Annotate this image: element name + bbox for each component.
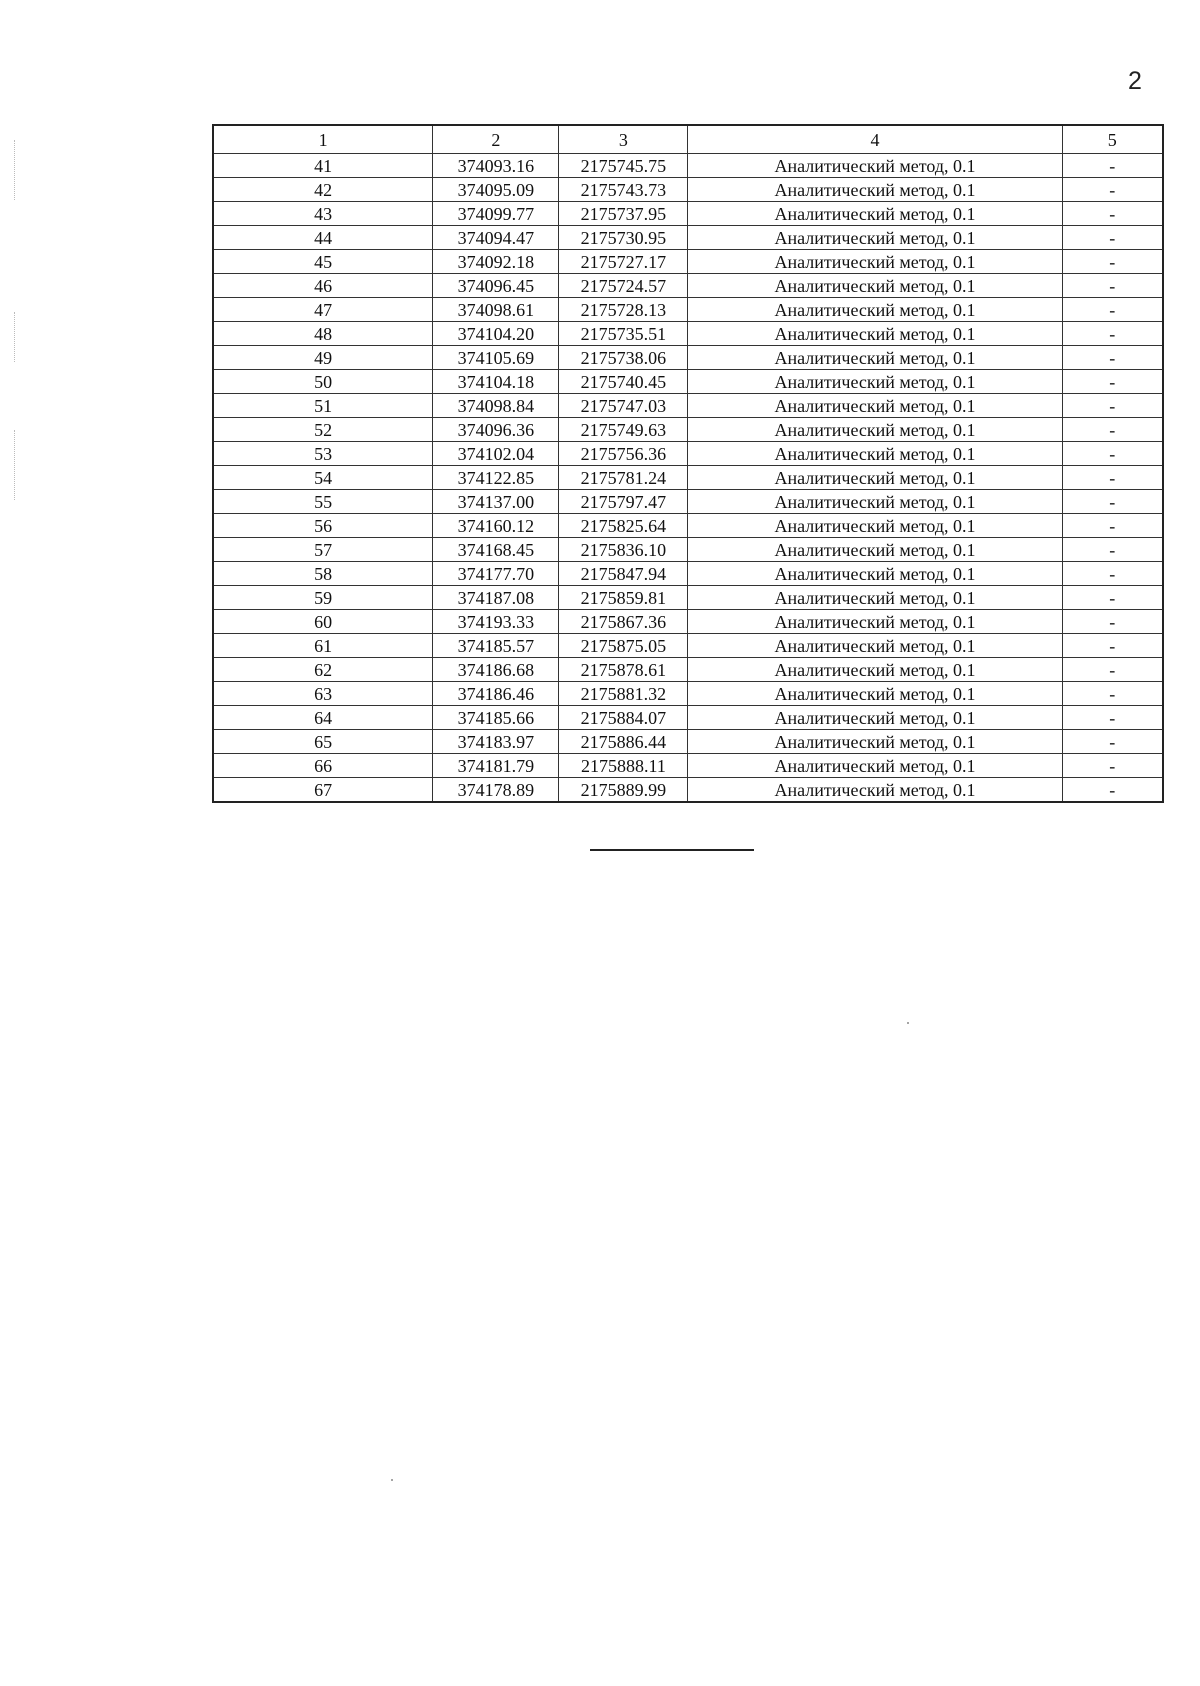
table-row <box>213 514 1163 538</box>
table-row <box>213 202 1163 226</box>
cell-method: Аналитический метод, 0.1 <box>688 562 1062 586</box>
cell-y: 2175730.95 <box>559 226 688 250</box>
cell-x: 374104.20 <box>433 322 559 346</box>
cell-x: 374096.45 <box>433 274 559 298</box>
cell-y: 2175727.17 <box>559 250 688 274</box>
cell-y: 2175886.44 <box>559 730 688 754</box>
cell-y: 2175797.47 <box>559 490 688 514</box>
cell-method: Аналитический метод, 0.1 <box>688 274 1062 298</box>
cell-method: Аналитический метод, 0.1 <box>688 778 1062 803</box>
cell-method: Аналитический метод, 0.1 <box>688 154 1062 178</box>
cell-point-number: 67 <box>213 778 433 803</box>
table-row <box>213 586 1163 610</box>
end-rule-divider <box>590 849 754 851</box>
cell-method: Аналитический метод, 0.1 <box>688 706 1062 730</box>
cell-method: Аналитический метод, 0.1 <box>688 418 1062 442</box>
cell-point-number: 61 <box>213 634 433 658</box>
cell-description: - <box>1062 418 1163 442</box>
cell-method: Аналитический метод, 0.1 <box>688 394 1062 418</box>
cell-method: Аналитический метод, 0.1 <box>688 442 1062 466</box>
cell-point-number: 41 <box>213 154 433 178</box>
cell-point-number: 48 <box>213 322 433 346</box>
table-row <box>213 682 1163 706</box>
cell-description: - <box>1062 754 1163 778</box>
cell-method: Аналитический метод, 0.1 <box>688 634 1062 658</box>
cell-description: - <box>1062 322 1163 346</box>
cell-point-number: 63 <box>213 682 433 706</box>
cell-x: 374181.79 <box>433 754 559 778</box>
cell-point-number: 45 <box>213 250 433 274</box>
cell-point-number: 52 <box>213 418 433 442</box>
table-row <box>213 226 1163 250</box>
cell-point-number: 62 <box>213 658 433 682</box>
table-row <box>213 322 1163 346</box>
cell-description: - <box>1062 442 1163 466</box>
scan-speck <box>907 1022 909 1024</box>
cell-description: - <box>1062 490 1163 514</box>
table-row <box>213 154 1163 178</box>
cell-point-number: 43 <box>213 202 433 226</box>
cell-description: - <box>1062 562 1163 586</box>
cell-method: Аналитический метод, 0.1 <box>688 202 1062 226</box>
cell-y: 2175875.05 <box>559 634 688 658</box>
cell-y: 2175881.32 <box>559 682 688 706</box>
cell-method: Аналитический метод, 0.1 <box>688 178 1062 202</box>
cell-description: - <box>1062 634 1163 658</box>
margin-dots-middle <box>14 312 16 362</box>
table-row <box>213 538 1163 562</box>
cell-x: 374186.46 <box>433 682 559 706</box>
table-row <box>213 706 1163 730</box>
table-row <box>213 298 1163 322</box>
cell-method: Аналитический метод, 0.1 <box>688 658 1062 682</box>
cell-point-number: 57 <box>213 538 433 562</box>
cell-x: 374137.00 <box>433 490 559 514</box>
cell-y: 2175740.45 <box>559 370 688 394</box>
cell-y: 2175756.36 <box>559 442 688 466</box>
cell-point-number: 60 <box>213 610 433 634</box>
table-row <box>213 634 1163 658</box>
cell-x: 374105.69 <box>433 346 559 370</box>
cell-point-number: 66 <box>213 754 433 778</box>
table-row <box>213 370 1163 394</box>
cell-y: 2175859.81 <box>559 586 688 610</box>
cell-y: 2175889.99 <box>559 778 688 803</box>
cell-x: 374160.12 <box>433 514 559 538</box>
cell-point-number: 50 <box>213 370 433 394</box>
cell-x: 374177.70 <box>433 562 559 586</box>
header-cell-x: 2 <box>433 125 559 154</box>
cell-point-number: 44 <box>213 226 433 250</box>
cell-method: Аналитический метод, 0.1 <box>688 346 1062 370</box>
cell-point-number: 53 <box>213 442 433 466</box>
cell-x: 374096.36 <box>433 418 559 442</box>
table-row <box>213 610 1163 634</box>
cell-description: - <box>1062 202 1163 226</box>
cell-y: 2175735.51 <box>559 322 688 346</box>
cell-x: 374178.89 <box>433 778 559 803</box>
cell-method: Аналитический метод, 0.1 <box>688 370 1062 394</box>
cell-description: - <box>1062 394 1163 418</box>
table-row <box>213 562 1163 586</box>
cell-y: 2175825.64 <box>559 514 688 538</box>
header-cell-method: 4 <box>688 125 1062 154</box>
cell-point-number: 47 <box>213 298 433 322</box>
cell-y: 2175747.03 <box>559 394 688 418</box>
cell-method: Аналитический метод, 0.1 <box>688 682 1062 706</box>
cell-y: 2175836.10 <box>559 538 688 562</box>
cell-y: 2175745.75 <box>559 154 688 178</box>
table-header-row <box>213 125 1163 154</box>
table-row <box>213 466 1163 490</box>
cell-y: 2175743.73 <box>559 178 688 202</box>
coordinates-table <box>212 124 1164 803</box>
table-row <box>213 778 1163 803</box>
cell-point-number: 55 <box>213 490 433 514</box>
cell-method: Аналитический метод, 0.1 <box>688 298 1062 322</box>
cell-point-number: 46 <box>213 274 433 298</box>
cell-description: - <box>1062 778 1163 803</box>
cell-description: - <box>1062 682 1163 706</box>
scan-speck <box>391 1479 393 1481</box>
cell-description: - <box>1062 466 1163 490</box>
cell-x: 374187.08 <box>433 586 559 610</box>
cell-y: 2175847.94 <box>559 562 688 586</box>
cell-description: - <box>1062 298 1163 322</box>
cell-description: - <box>1062 538 1163 562</box>
cell-x: 374099.77 <box>433 202 559 226</box>
cell-x: 374193.33 <box>433 610 559 634</box>
cell-x: 374098.84 <box>433 394 559 418</box>
table-row <box>213 346 1163 370</box>
cell-description: - <box>1062 154 1163 178</box>
cell-y: 2175884.07 <box>559 706 688 730</box>
cell-method: Аналитический метод, 0.1 <box>688 754 1062 778</box>
cell-x: 374168.45 <box>433 538 559 562</box>
table-body <box>213 154 1163 803</box>
cell-point-number: 58 <box>213 562 433 586</box>
cell-point-number: 51 <box>213 394 433 418</box>
cell-x: 374098.61 <box>433 298 559 322</box>
cell-point-number: 42 <box>213 178 433 202</box>
cell-description: - <box>1062 226 1163 250</box>
cell-description: - <box>1062 610 1163 634</box>
table-row <box>213 442 1163 466</box>
cell-point-number: 56 <box>213 514 433 538</box>
cell-description: - <box>1062 586 1163 610</box>
cell-description: - <box>1062 250 1163 274</box>
cell-description: - <box>1062 730 1163 754</box>
cell-x: 374104.18 <box>433 370 559 394</box>
cell-method: Аналитический метод, 0.1 <box>688 730 1062 754</box>
margin-dots-lower <box>14 430 16 500</box>
cell-point-number: 54 <box>213 466 433 490</box>
cell-method: Аналитический метод, 0.1 <box>688 250 1062 274</box>
table-row <box>213 658 1163 682</box>
table-row <box>213 418 1163 442</box>
header-cell-y: 3 <box>559 125 688 154</box>
cell-x: 374185.57 <box>433 634 559 658</box>
cell-x: 374183.97 <box>433 730 559 754</box>
header-cell-description: 5 <box>1062 125 1163 154</box>
cell-point-number: 64 <box>213 706 433 730</box>
cell-method: Аналитический метод, 0.1 <box>688 322 1062 346</box>
table-row <box>213 250 1163 274</box>
table-row <box>213 754 1163 778</box>
cell-x: 374186.68 <box>433 658 559 682</box>
cell-y: 2175878.61 <box>559 658 688 682</box>
cell-description: - <box>1062 178 1163 202</box>
cell-description: - <box>1062 706 1163 730</box>
cell-point-number: 49 <box>213 346 433 370</box>
cell-y: 2175738.06 <box>559 346 688 370</box>
cell-description: - <box>1062 658 1163 682</box>
cell-y: 2175724.57 <box>559 274 688 298</box>
cell-method: Аналитический метод, 0.1 <box>688 610 1062 634</box>
cell-y: 2175888.11 <box>559 754 688 778</box>
cell-point-number: 59 <box>213 586 433 610</box>
cell-y: 2175728.13 <box>559 298 688 322</box>
cell-y: 2175749.63 <box>559 418 688 442</box>
cell-method: Аналитический метод, 0.1 <box>688 226 1062 250</box>
margin-dots-top <box>14 140 16 200</box>
cell-x: 374094.47 <box>433 226 559 250</box>
table-row <box>213 394 1163 418</box>
cell-x: 374185.66 <box>433 706 559 730</box>
cell-x: 374122.85 <box>433 466 559 490</box>
cell-x: 374092.18 <box>433 250 559 274</box>
cell-description: - <box>1062 346 1163 370</box>
table-row <box>213 274 1163 298</box>
table-row <box>213 178 1163 202</box>
cell-description: - <box>1062 274 1163 298</box>
header-cell-point-number: 1 <box>213 125 433 154</box>
cell-y: 2175781.24 <box>559 466 688 490</box>
cell-x: 374093.16 <box>433 154 559 178</box>
cell-method: Аналитический метод, 0.1 <box>688 514 1062 538</box>
table-row <box>213 490 1163 514</box>
cell-description: - <box>1062 370 1163 394</box>
cell-method: Аналитический метод, 0.1 <box>688 586 1062 610</box>
cell-method: Аналитический метод, 0.1 <box>688 466 1062 490</box>
cell-y: 2175867.36 <box>559 610 688 634</box>
cell-x: 374102.04 <box>433 442 559 466</box>
page-number: 2 <box>1128 67 1142 95</box>
cell-point-number: 65 <box>213 730 433 754</box>
cell-method: Аналитический метод, 0.1 <box>688 538 1062 562</box>
cell-description: - <box>1062 514 1163 538</box>
cell-method: Аналитический метод, 0.1 <box>688 490 1062 514</box>
cell-y: 2175737.95 <box>559 202 688 226</box>
table-row <box>213 730 1163 754</box>
cell-x: 374095.09 <box>433 178 559 202</box>
